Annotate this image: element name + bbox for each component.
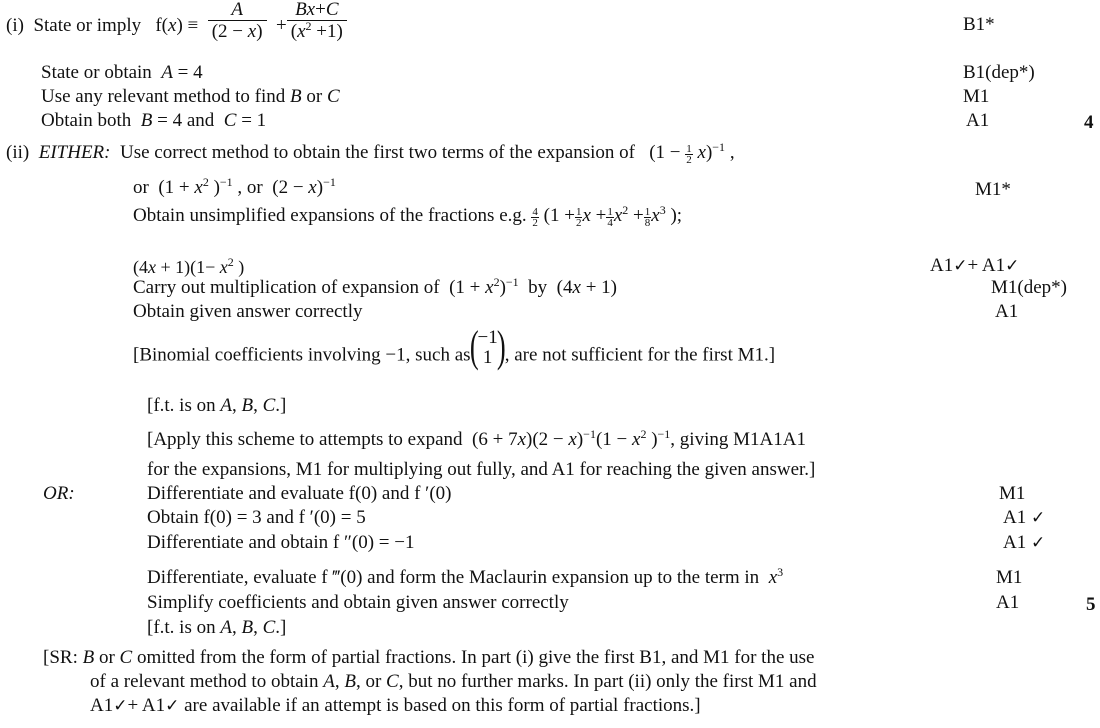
apply-scheme-note-line-1: [Apply this scheme to attempts to expand $(6 + 7x)(2 - x)^{-1}(1 - x^2$ )$^{-1}$, giving M1A1A1 xyxy=(147,427,806,450)
part-ii-line-6: Obtain given answer correctly xyxy=(133,301,363,322)
part-i-line-4: Obtain both B = 4 and C = 1 xyxy=(41,110,267,131)
mark-m1-dep: M1(dep*) xyxy=(991,277,1067,298)
part-i-label: (i) xyxy=(6,14,24,36)
ft-note: [f.t. is on A, B, C.] xyxy=(147,395,287,416)
plus-sign: + xyxy=(276,14,287,36)
expansion-expr: (1 − $\frac{1}{2}$ x)$^{-1}$ , xyxy=(649,140,735,166)
either-label: EITHER: xyxy=(38,142,111,163)
part-i-line-3: Use any relevant method to find B or C xyxy=(41,86,340,107)
mark-m1: M1 xyxy=(996,567,1023,588)
binomial-note xyxy=(133,322,776,371)
part-ii-line-2: or ($1 + x^2$ )$^{-1}$ , or $(2 - x)^{-1}$ xyxy=(133,175,336,198)
mark-a1: A1 xyxy=(996,592,1020,613)
follow-through-tick-icon: ✓ xyxy=(113,696,128,716)
part-ii-line-5: Carry out multiplication of expansion of $(1 + x^2)^{-1}$ by (4x + 1) xyxy=(133,275,617,298)
state-or-imply-text: State or imply xyxy=(33,14,142,36)
part-i-line-2: State or obtain A = 4 xyxy=(41,62,203,83)
part-i-total: 4 xyxy=(1084,112,1094,133)
special-ruling-line-2: of a relevant method to obtain A, B, or C, but no further marks. In part (ii) only the first M1 and xyxy=(90,671,817,692)
follow-through-tick-icon: ✓ xyxy=(1030,533,1046,553)
binomial-note-post: , are not sufficient for the first M1.] xyxy=(504,344,776,366)
mark-b1-star: B1* xyxy=(963,14,995,35)
unsimplified-expansions-text: Obtain unsimplified expansions of the fractions e.g. xyxy=(133,205,527,226)
part-ii-line-3 xyxy=(133,203,683,229)
binomial-note-pre: [Binomial coefficients involving −1, such as xyxy=(133,344,471,366)
special-ruling-line-1: [SR: B or C omitted from the form of partial fractions. In part (i) give the first B1, and M1 for the use xyxy=(43,647,815,668)
mark-a1: A1 xyxy=(995,301,1019,322)
or-step-5: Simplify coefficients and obtain given answer correctly xyxy=(147,592,569,613)
mark-a1-ft-plus-a1-ft: A1✓+ A1✓ xyxy=(930,255,1020,276)
follow-through-tick-icon: ✓ xyxy=(1005,256,1020,276)
part-ii-total: 5 xyxy=(1086,594,1096,615)
binomial-coefficient: ( −1 1 ) xyxy=(469,322,506,371)
fx-identity: f(x) ≡ xyxy=(155,14,199,36)
special-ruling-line-3: A1✓+ A1✓ are available if an attempt is based on this form of partial fractions.] xyxy=(90,695,701,716)
mark-a1: A1 xyxy=(966,110,990,131)
part-ii-label: (ii) xyxy=(6,142,30,163)
expansion-example: $\frac{4}{2}$ (1 + $\frac{1}{2}$ x + $\frac{1}{4}$ $x^2$ + $\frac{1}{8}$ $x^3$ ); xyxy=(532,203,683,229)
mark-a1-ft: A1 ✓ xyxy=(1003,507,1046,528)
or-label: OR: xyxy=(43,483,75,504)
or-step-4: Differentiate, evaluate f ‴(0) and form the Maclaurin expansion up to the term in $x^3$ xyxy=(147,565,784,588)
mark-a1-ft: A1 ✓ xyxy=(1003,532,1046,553)
part-i-line-1 xyxy=(6,0,347,43)
or-ft-note: [f.t. is on A, B, C.] xyxy=(147,617,287,638)
mark-m1-star: M1* xyxy=(975,179,1011,200)
apply-scheme-note-line-2: for the expansions, M1 for multiplying out fully, and A1 for reaching the given answer.] xyxy=(147,459,816,480)
use-correct-method-text: Use correct method to obtain the first two terms of the expansion of xyxy=(119,142,635,163)
follow-through-tick-icon: ✓ xyxy=(953,256,968,276)
fraction-a-over-2-minus-x: $\frac{A}{(2 - x)}$ xyxy=(208,0,267,43)
part-ii-line-1 xyxy=(6,140,735,166)
follow-through-tick-icon: ✓ xyxy=(165,696,180,716)
or-step-3: Differentiate and obtain f ″(0) = −1 xyxy=(147,532,415,553)
part-ii-line-4: $(4x + 1)(1- x^2$ ) xyxy=(133,255,245,277)
mark-m1: M1 xyxy=(999,483,1026,504)
fraction-bx-plus-c: $\frac{Bx+C}{(x^2 +1)}$ xyxy=(287,0,347,43)
or-step-2: Obtain f(0) = 3 and f ′(0) = 5 xyxy=(147,507,366,528)
mark-m1: M1 xyxy=(963,86,990,107)
or-step-1: Differentiate and evaluate f(0) and f ′(0) xyxy=(147,483,452,504)
mark-b1-dep: B1(dep*) xyxy=(963,62,1035,83)
follow-through-tick-icon: ✓ xyxy=(1030,508,1046,528)
